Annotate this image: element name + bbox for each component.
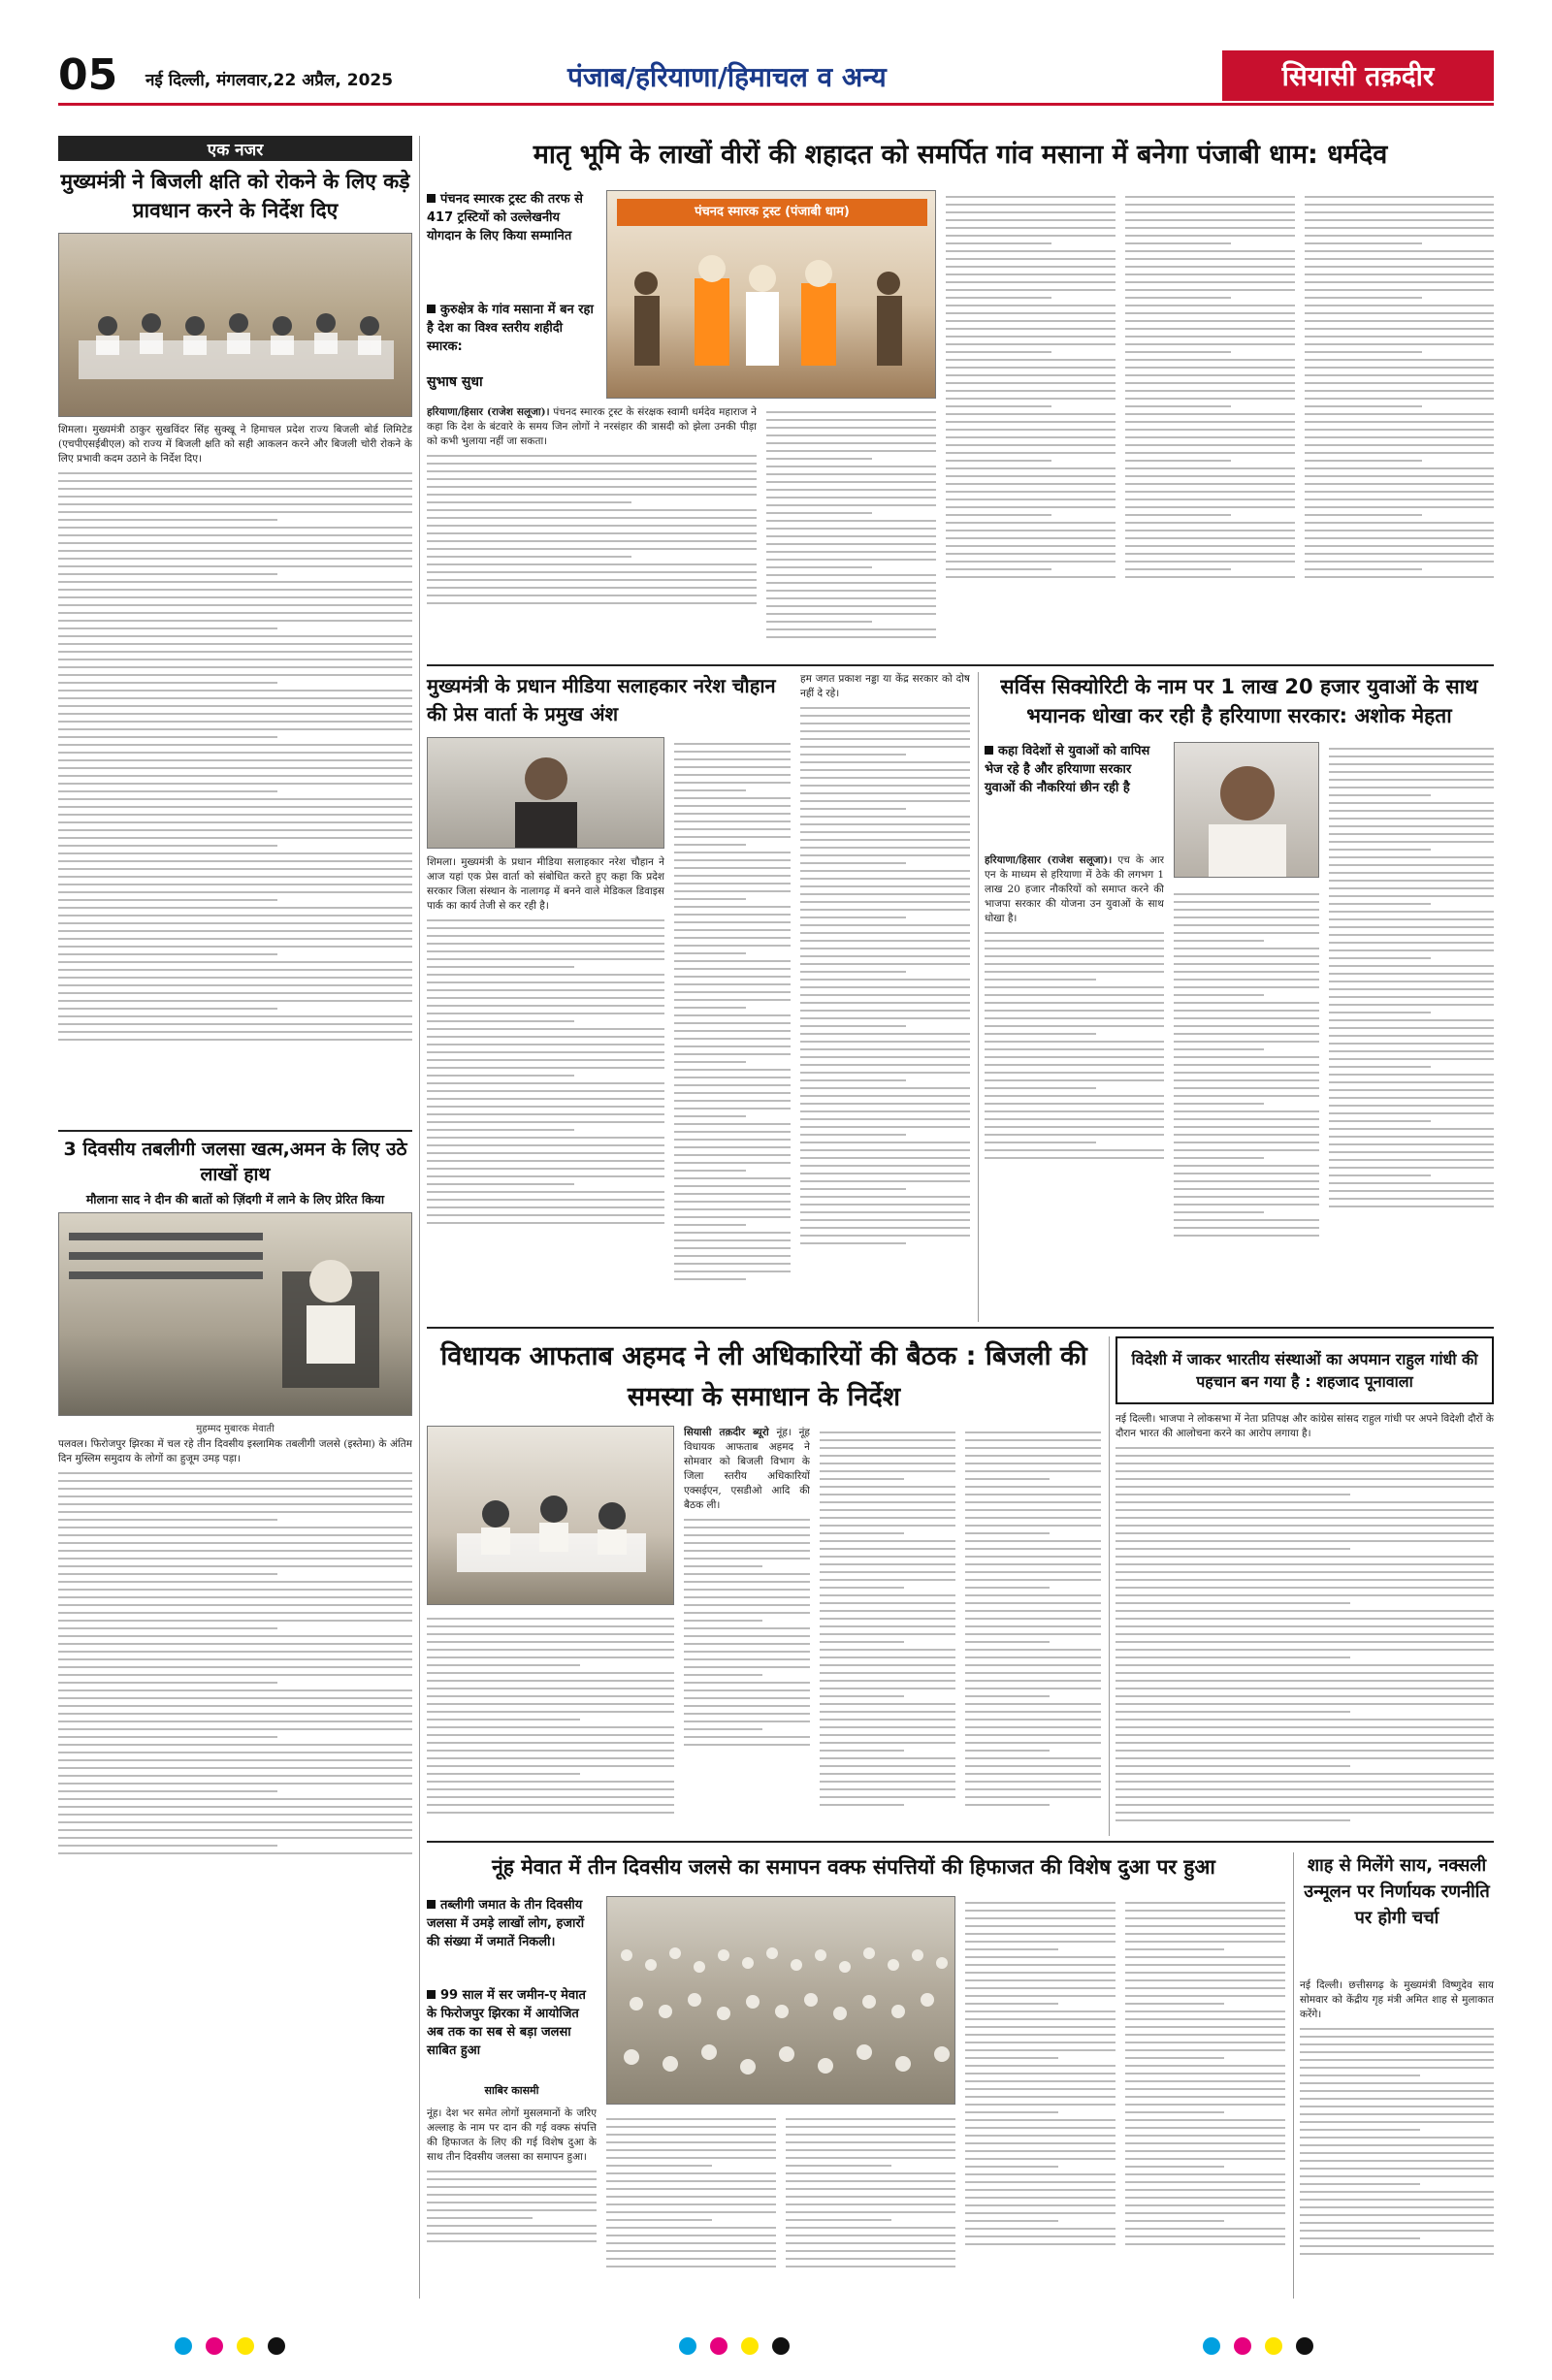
lead-body-col2	[766, 405, 936, 658]
chauhan-photo	[427, 737, 664, 849]
service-security-body-col1: हरियाणा/हिसार (राजेश सलूजा)। एच के आर एन के माध्यम से हरियाणा में ठेके की लगभग 1 लाख 20 हजार नौकरियों को समाप्त करने की भाजपा सरकार की योजना उन युवाओं के साथ धोखा है।	[985, 853, 1164, 1319]
tablighi-lead: पलवल। फिरोजपुर झिरका में चल रहे तीन दिवसीय इस्लामिक तबलीगी जलसे (इस्तेमा) के अंतिम दिन मुस्लिम समुदाय के लोगों का हुजूम उमड़ पड़ा।	[58, 1438, 412, 1464]
aftab-headline: विधायक आफताब अहमद ने ली अधिकारियों की बैठक : बिजली की समस्या के समाधान के निर्देश	[440, 1341, 1087, 1412]
nuh-mewat-body-col4	[965, 1896, 1116, 2299]
tablighi-text-lines	[58, 1472, 412, 1854]
masthead	[0, 0, 1552, 107]
lead-bullet-2: कुरुक्षेत्र के गांव मसाना में बन रहा है देश का विश्व स्तरीय शहीदी स्मारक:	[427, 303, 594, 354]
registration-marks	[679, 2337, 790, 2355]
banner-text: पंचनद स्मारक ट्रस्ट (पंजाबी धाम)	[617, 199, 927, 226]
meeting-photo-icon	[428, 1427, 674, 1605]
aftab-body-intro: सियासी तक़दीर ब्यूरो नूंह। नूंह विधायक आफताब अहमद ने सोमवार को बिजली विभाग के जिला स्तरीय अधिकारियों एक्सईएन, एसडीओ आदि की बैठक ली।	[684, 1426, 810, 1833]
nuh-mewat-bullet-1: तब्लीगी जमात के तीन दिवसीय जलसा में उमड़े लाखों लोग, हजारों की संख्या में जमातें निकली।	[427, 1898, 585, 1949]
lead-body-col3	[946, 190, 1116, 656]
nuh-mewat-body-col2	[606, 2112, 776, 2299]
tablighi-headline: 3 दिवसीय तबलीगी जलसा खत्म,अमन के लिए उठे लाखों हाथ	[63, 1139, 407, 1185]
masthead-rule	[58, 103, 1494, 106]
shehzad-head-box	[1116, 1336, 1494, 1404]
registration-dot-magenta	[1234, 2337, 1251, 2355]
service-security-body-col2	[1174, 887, 1319, 1319]
aftab-body-col2	[820, 1426, 955, 1833]
ek-nazar-headline: मुख्यमंत्री ने बिजली क्षति को रोकने के लिए कड़े प्रावधान करने के निर्देश दिए	[60, 170, 410, 222]
media-advisor-body-col3: हम जगत प्रकाश नड्डा या केंद्र सरकार को दोष नहीं दे रहे।	[800, 672, 970, 1319]
nuh-mewat-body-col1: नूंह। देश भर समेत लोगों मुसलमानों के जरिए अल्लाह के नाम पर दान की गई वक्फ संपत्ति की हिफाजत के लिए की गई विशेष दुआ के साथ तीन दिवसीय जलसा का समापन हुआ।	[427, 2107, 597, 2299]
nuh-mewat-crowd-photo	[606, 1896, 955, 2105]
divider	[427, 1327, 1494, 1329]
service-security-headline: सर्विस सिक्योरिटी के नाम पर 1 लाख 20 हजार युवाओं के साथ भयानक धोखा कर रही है हरियाणा सरकार: अशोक मेहता	[1000, 675, 1478, 727]
lead-body-col4	[1125, 190, 1295, 656]
registration-dot-yellow	[237, 2337, 254, 2355]
aftab-photo	[427, 1426, 674, 1605]
divider	[427, 1841, 1494, 1843]
registration-dot-black	[268, 2337, 285, 2355]
nuh-mewat-body-col3	[786, 2112, 955, 2299]
crowd-photo-icon	[59, 1213, 412, 1416]
column-rule	[419, 136, 420, 2299]
shah-body: नई दिल्ली। छत्तीसगढ़ के मुख्यमंत्री विष्णुदेव साय सोमवार को केंद्रीय गृह मंत्री अमित शाह से मुलाकात करेंगे।	[1300, 1978, 1494, 2299]
lead-body-col5	[1305, 190, 1494, 656]
aftab-body-under-photo	[427, 1612, 674, 1833]
media-advisor-headline: मुख्यमंत्री के प्रधान मीडिया सलाहकार नरेश चौहान की प्रेस वार्ता के प्रमुख अंश	[427, 674, 776, 725]
media-advisor-body-col2	[674, 737, 791, 1319]
meeting-photo-icon	[59, 234, 412, 417]
divider	[427, 664, 1494, 666]
nuh-mewat-bullet-2: 99 साल में सर जमीन-ए मेवात के फिरोजपुर झिरका में आयोजित अब तक का सब से बड़ा जलसा साबित हुआ	[427, 1988, 586, 2058]
dateline: नई दिल्ली, मंगलवार,22 अप्रैल, 2025	[146, 71, 394, 90]
ek-nazar-tag-bar	[58, 136, 412, 161]
tablighi-subhead: मौलाना साद ने दीन की बातों को ज़िंदगी में लाने के लिए प्रेरित किया	[85, 1192, 385, 1206]
ek-nazar-body	[58, 423, 412, 1121]
meeting-photo	[58, 233, 412, 417]
divider	[58, 1130, 412, 1132]
registration-marks	[175, 2337, 285, 2355]
mehta-photo	[1174, 742, 1319, 878]
registration-dot-cyan	[1203, 2337, 1220, 2355]
portrait-icon	[1175, 743, 1319, 878]
lead-body-col1: हरियाणा/हिसार (राजेश सलूजा)। पंचनद स्मारक ट्रस्ट के संरक्षक स्वामी धर्मदेव महाराज ने कहा कि देश के बंटवारे के समय जिन लोगों ने नरसंहार की त्रासदी को झेला उनकी पीड़ा को कभी भुलाया नहीं जा सकता।	[427, 405, 757, 658]
registration-dot-yellow	[1265, 2337, 1282, 2355]
registration-marks	[1203, 2337, 1313, 2355]
service-security-body-col3	[1329, 742, 1494, 1319]
page-number: 05	[58, 50, 118, 100]
ek-nazar-text-lines	[58, 472, 412, 1041]
registration-dot-black	[1296, 2337, 1313, 2355]
ek-nazar-tag: एक नजर	[207, 140, 264, 160]
portrait-icon	[428, 738, 664, 849]
column-rule	[978, 672, 979, 1322]
crowd-photo-icon	[607, 1897, 955, 2105]
tablighi-body	[58, 1437, 412, 1901]
column-rule	[1293, 1852, 1294, 2299]
nuh-mewat-byline: साबिर कासमी	[484, 2084, 539, 2097]
registration-dot-yellow	[741, 2337, 759, 2355]
lead-bullet-1: पंचनद स्मारक ट्रस्ट की तरफ से 417 ट्रस्टियों को उल्लेखनीय योगदान के लिए किया सम्मानित	[427, 192, 583, 243]
tablighi-photo	[58, 1212, 412, 1416]
service-security-bullet: कहा विदेशों से युवाओं को वापिस भेज रहे है और हरियाणा सरकार युवाओं की नौकरियां छीन रही है	[985, 744, 1150, 795]
ceremony-photo-icon	[607, 191, 936, 399]
registration-dot-black	[772, 2337, 790, 2355]
lead-photo-banner	[606, 190, 936, 399]
brand-box	[1222, 50, 1494, 101]
registration-dot-magenta	[710, 2337, 728, 2355]
lead-byline: सुभाष सुधा	[427, 374, 483, 390]
shah-headline: शाह से मिलेंगे साय, नक्सली उन्मूलन पर निर्णायक रणनीति पर होगी चर्चा	[1304, 1855, 1490, 1928]
lead-headline: मातृ भूमि के लाखों वीरों की शहादत को समर्पित गांव मसाना में बनेगा पंजाबी धाम: धर्मदेव	[533, 140, 1388, 170]
registration-dot-magenta	[206, 2337, 223, 2355]
section-title: पंजाब/हरियाणा/हिमाचल व अन्य	[567, 61, 887, 93]
nuh-mewat-headline: नूंह मेवात में तीन दिवसीय जलसे का समापन वक्फ संपत्तियों की हिफाजत की विशेष दुआ पर हुआ	[492, 1855, 1215, 1879]
registration-dot-cyan	[679, 2337, 696, 2355]
nuh-mewat-body-col5	[1125, 1896, 1285, 2299]
registration-dot-cyan	[175, 2337, 192, 2355]
brand-name: सियासी तक़दीर	[1281, 60, 1435, 92]
shehzad-headline: विदेशी में जाकर भारतीय संस्थाओं का अपमान राहुल गांधी की पहचान बन गया है : शहजाद पूनावाला	[1131, 1350, 1478, 1391]
media-advisor-body-col1: शिमला। मुख्यमंत्री के प्रधान मीडिया सलाहकार नरेश चौहान ने आज यहां एक प्रेस वार्ता को संबोधित करते हुए कहा कि प्रदेश सरकार जिला संस्थान के नालागढ़ में बनने वाले मेडिकल डिवाइस पार्क का कार्य तेजी से कर रही है।	[427, 855, 664, 1321]
column-rule	[1109, 1336, 1110, 1836]
ek-nazar-lead: शिमला। मुख्यमंत्री ठाकुर सुखविंदर सिंह सुक्खू ने हिमाचल प्रदेश राज्य बिजली बोर्ड लिमिटेड (एचपीएसईबीएल) को राज्य में बिजली क्षति को सही आकलन करने और बिजली चोरी रोकने के लिए प्रभावी कदम उठाने के निर्देश दिए।	[58, 424, 412, 465]
aftab-body-col3	[965, 1426, 1101, 1833]
shehzad-body: नई दिल्ली। भाजपा ने लोकसभा में नेता प्रतिपक्ष और कांग्रेस सांसद राहुल गांधी पर अपने विदेशी दौरों के दौरान भारत की आलोचना करने का आरोप लगाया है।	[1116, 1412, 1494, 1833]
tablighi-caption: मुहम्मद मुबारक मेवाती	[196, 1424, 275, 1434]
